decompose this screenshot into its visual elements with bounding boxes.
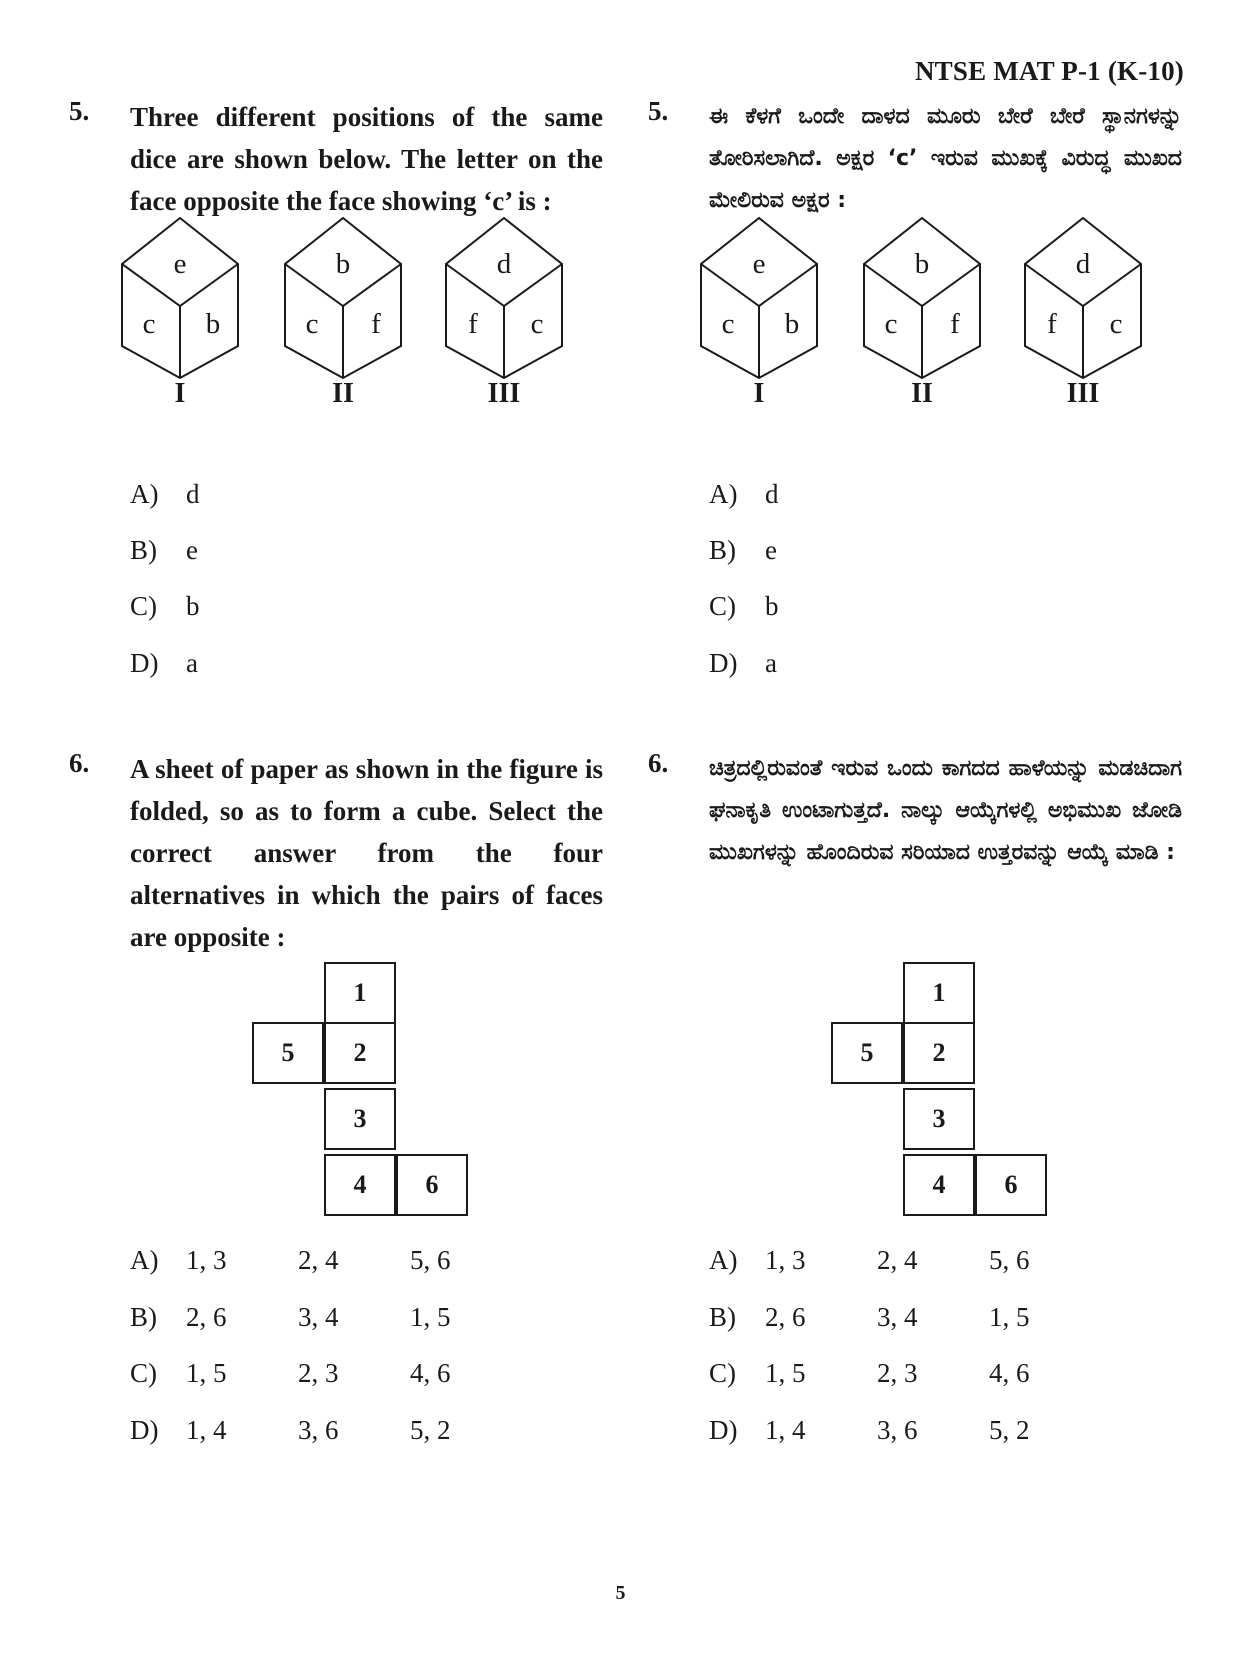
- option-label: C): [130, 1358, 157, 1388]
- net-cell-1: 1: [324, 962, 396, 1024]
- die-top-face: b: [335, 248, 351, 280]
- cube-outline: [1023, 216, 1143, 381]
- dice-figure: [705, 216, 1175, 416]
- cube-outline: [699, 216, 819, 381]
- option-pair: 1, 4: [186, 1415, 227, 1445]
- option-pair: 1, 3: [765, 1245, 806, 1275]
- option-label: D): [709, 648, 738, 678]
- option-pair: 5, 6: [410, 1245, 451, 1275]
- die-top-face: b: [914, 248, 930, 280]
- die-top-face: d: [1075, 248, 1091, 280]
- option-label: C): [130, 591, 157, 621]
- option-pair: 5, 2: [989, 1415, 1030, 1445]
- die-left-face: f: [1047, 308, 1057, 340]
- option-label: A): [130, 479, 159, 509]
- net-cell-5: 5: [831, 1022, 903, 1084]
- question-5-english: [66, 96, 606, 678]
- option-pair: 1, 3: [186, 1245, 227, 1275]
- net-cell-2: 2: [324, 1022, 396, 1084]
- die-3: [1023, 216, 1143, 416]
- option-pair: 3, 4: [877, 1302, 918, 1332]
- net-cell-1: 1: [903, 962, 975, 1024]
- option-label: A): [709, 479, 738, 509]
- net-cell-4: 4: [324, 1154, 396, 1216]
- option-pair: 2, 6: [186, 1302, 227, 1332]
- option-pair: 4, 6: [410, 1358, 451, 1388]
- die-right-face: c: [530, 308, 544, 340]
- page-number: 5: [615, 1582, 626, 1604]
- question-6-kannada: [645, 748, 1185, 1488]
- dice-figure: [126, 216, 596, 416]
- die-top-face: e: [752, 248, 766, 280]
- option-value: d: [186, 479, 200, 509]
- die-label: II: [332, 378, 354, 409]
- option-label: A): [130, 1245, 159, 1275]
- option-value: e: [765, 535, 777, 565]
- option-pair: 2, 6: [765, 1302, 806, 1332]
- question-text: ಚಿತ್ರದಲ್ಲಿರುವಂತೆ ಇರುವ ಒಂದು ಕಾಗದದ ಹಾಳೆಯನ್ನು ಮಡಚಿದಾಗ ಘನಾಕೃತಿ ಉಂಟಾಗುತ್ತದೆ. ನಾಲ್ಕು ಆಯ್ಕೆಗಳಲ್ಲಿ ಅಭಿಮುಖ ಜೋಡಿ ಮುಖಗಳನ್ನು ಹೊಂದಿರುವ ಸರಿಯಾದ ಉತ್ತರವನ್ನು ಆಯ್ಕೆ ಮಾಡಿ :: [709, 756, 1182, 865]
- option-label: B): [130, 1302, 157, 1332]
- die-label: I: [174, 378, 186, 409]
- net-cell-5: 5: [252, 1022, 324, 1084]
- question-6-english: [66, 748, 606, 1488]
- option-label: B): [709, 535, 736, 565]
- die-label: III: [487, 378, 521, 409]
- option-label: B): [709, 1302, 736, 1332]
- option-label: D): [130, 1415, 159, 1445]
- cube-outline: [444, 216, 564, 381]
- question-number: 6.: [69, 748, 90, 778]
- die-1: [120, 216, 240, 416]
- die-3: [444, 216, 564, 416]
- die-left-face: f: [468, 308, 478, 340]
- die-2: [862, 216, 982, 416]
- option-value: b: [765, 591, 779, 621]
- option-pair: 5, 2: [410, 1415, 451, 1445]
- option-pair: 1, 5: [410, 1302, 451, 1332]
- die-right-face: f: [371, 308, 381, 340]
- die-top-face: d: [496, 248, 512, 280]
- die-1: [699, 216, 819, 416]
- option-label: A): [709, 1245, 738, 1275]
- option-pair: 3, 6: [298, 1415, 339, 1445]
- net-cell-6: 6: [975, 1154, 1047, 1216]
- option-pair: 1, 4: [765, 1415, 806, 1445]
- exam-code-header: NTSE MAT P-1 (K-10): [914, 56, 1184, 86]
- die-top-face: e: [173, 248, 187, 280]
- option-pair: 2, 4: [877, 1245, 918, 1275]
- die-right-face: f: [950, 308, 960, 340]
- question-text: A sheet of paper as shown in the figure is folded, so as to form a cube. Select the correct answer from the four alternatives in which the pairs of faces are opposite :: [130, 754, 603, 952]
- option-value: d: [765, 479, 779, 509]
- cube-outline: [283, 216, 403, 381]
- option-pair: 4, 6: [989, 1358, 1030, 1388]
- die-left-face: c: [721, 308, 735, 340]
- die-left-face: c: [142, 308, 156, 340]
- option-label: D): [709, 1415, 738, 1445]
- die-label: I: [753, 378, 765, 409]
- option-value: e: [186, 535, 198, 565]
- question-number: 5.: [69, 96, 90, 126]
- option-pair: 2, 3: [877, 1358, 918, 1388]
- option-pair: 1, 5: [765, 1358, 806, 1388]
- net-cell-6: 6: [396, 1154, 468, 1216]
- question-5-kannada: [645, 96, 1185, 678]
- option-pair: 2, 4: [298, 1245, 339, 1275]
- option-pair: 3, 6: [877, 1415, 918, 1445]
- option-value: a: [765, 648, 777, 678]
- option-pair: 3, 4: [298, 1302, 339, 1332]
- option-label: B): [130, 535, 157, 565]
- option-pair: 5, 6: [989, 1245, 1030, 1275]
- question-number: 5.: [648, 96, 669, 126]
- option-label: C): [709, 591, 736, 621]
- die-label: II: [911, 378, 933, 409]
- option-label: C): [709, 1358, 736, 1388]
- net-cell-3: 3: [903, 1088, 975, 1150]
- die-2: [283, 216, 403, 416]
- net-cell-4: 4: [903, 1154, 975, 1216]
- question-text: ಈ ಕೆಳಗೆ ಒಂದೇ ದಾಳದ ಮೂರು ಬೇರೆ ಬೇರೆ ಸ್ಥಾನಗಳನ್ನು ತೋರಿಸಲಾಗಿದೆ. ಅಕ್ಷರ ‘c’ ಇರುವ ಮುಖಕ್ಕೆ ವಿರುದ್ಧ ಮುಖದ ಮೇಲಿರುವ ಅಕ್ಷರ :: [709, 104, 1182, 213]
- option-pair: 1, 5: [989, 1302, 1030, 1332]
- question-number: 6.: [648, 748, 669, 778]
- net-cell-2: 2: [903, 1022, 975, 1084]
- net-cell-3: 3: [324, 1088, 396, 1150]
- option-value: b: [186, 591, 200, 621]
- option-value: a: [186, 648, 198, 678]
- die-right-face: c: [1109, 308, 1123, 340]
- option-label: D): [130, 648, 159, 678]
- die-left-face: c: [884, 308, 898, 340]
- option-pair: 2, 3: [298, 1358, 339, 1388]
- option-pair: 1, 5: [186, 1358, 227, 1388]
- question-text: Three different positions of the same dice are shown below. The letter on the face opposite the face showing ‘c’ is :: [130, 102, 603, 216]
- die-right-face: b: [205, 308, 221, 340]
- die-label: III: [1066, 378, 1100, 409]
- die-right-face: b: [784, 308, 800, 340]
- die-left-face: c: [305, 308, 319, 340]
- cube-outline: [120, 216, 240, 381]
- cube-outline: [862, 216, 982, 381]
